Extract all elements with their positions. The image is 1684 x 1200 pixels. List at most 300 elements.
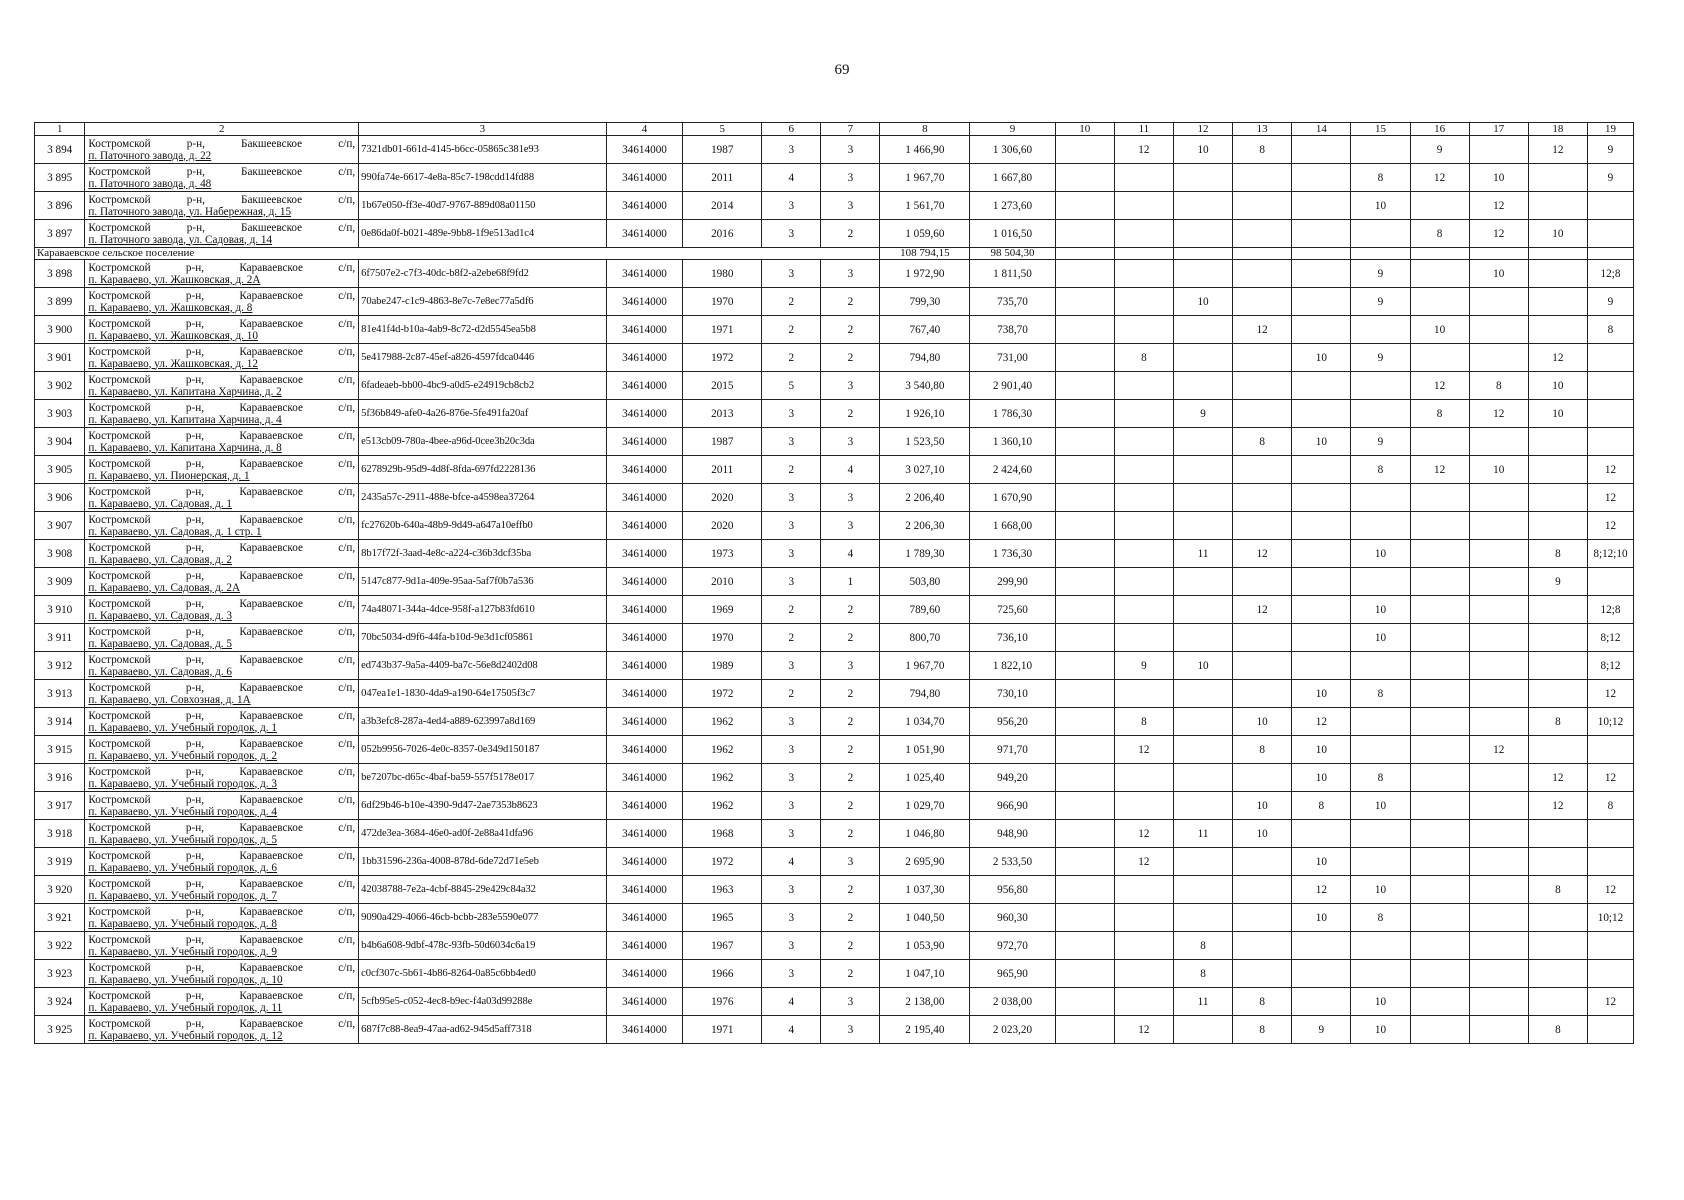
year-column-16-cell: 8 [1410, 400, 1469, 428]
year-column-10-cell [1055, 192, 1114, 220]
table-row [35, 652, 1634, 680]
year-column-13-cell: 8 [1233, 136, 1292, 164]
year-column-12-cell: 11 [1173, 540, 1232, 568]
year-column-15-cell: 10 [1351, 540, 1410, 568]
year-column-13-cell [1233, 220, 1292, 248]
year-column-13-cell: 8 [1233, 988, 1292, 1016]
address-part: Костромской [88, 373, 151, 386]
year-column-11-cell [1114, 428, 1173, 456]
year-column-11-cell [1114, 164, 1173, 192]
guid-cell: 9090a429-4066-46cb-bcbb-283e5590e077 [359, 904, 607, 932]
column-number-17: 17 [1469, 123, 1528, 136]
year-column-18-cell [1528, 484, 1587, 512]
year-column-10-cell [1055, 596, 1114, 624]
year-column-10-cell [1055, 344, 1114, 372]
table-row [35, 904, 1634, 932]
floors-cell: 2 [762, 288, 821, 316]
year-cell: 1969 [683, 596, 762, 624]
year-column-18-cell [1528, 652, 1587, 680]
entrances-cell: 2 [821, 624, 880, 652]
address-cell [85, 260, 359, 288]
address-part: Костромской [88, 933, 151, 946]
year-column-15-cell [1351, 568, 1410, 596]
address-part: Бакшеевское [241, 193, 303, 206]
guid-cell: be7207bc-d65c-4baf-ba59-557f5178e017 [359, 764, 607, 792]
living-area-cell: 956,80 [970, 876, 1055, 904]
year-column-19-cell [1587, 736, 1633, 764]
address-part: Костромской [88, 261, 151, 274]
section-total-living-area: 98 504,30 [970, 248, 1055, 260]
oktmo-cell: 34614000 [606, 680, 683, 708]
year-column-19-cell: 12 [1587, 876, 1633, 904]
address-line-1 [88, 766, 355, 778]
year-column-11-cell [1114, 932, 1173, 960]
address-part: Караваевское [239, 401, 303, 414]
section-empty-cell [1055, 248, 1114, 260]
table-row [35, 596, 1634, 624]
address-cell [85, 428, 359, 456]
year-column-10-cell [1055, 848, 1114, 876]
total-area-cell: 1 926,10 [880, 400, 970, 428]
address-part: р-н, [185, 401, 205, 414]
guid-cell: 70abe247-c1c9-4863-8e7c-7e8ec77a5df6 [359, 288, 607, 316]
year-column-10-cell [1055, 136, 1114, 164]
year-column-11-cell [1114, 220, 1173, 248]
table-row [35, 316, 1634, 344]
year-column-17-cell: 12 [1469, 220, 1528, 248]
oktmo-cell: 34614000 [606, 260, 683, 288]
living-area-cell: 971,70 [970, 736, 1055, 764]
address-part: Костромской [88, 961, 151, 974]
year-column-10-cell [1055, 260, 1114, 288]
living-area-cell: 949,20 [970, 764, 1055, 792]
address-line-1 [88, 962, 355, 974]
year-column-11-cell [1114, 456, 1173, 484]
year-cell: 1966 [683, 960, 762, 988]
total-area-cell: 2 206,40 [880, 484, 970, 512]
year-column-15-cell: 9 [1351, 260, 1410, 288]
address-part: Костромской [88, 485, 151, 498]
address-part: Костромской [88, 821, 151, 834]
total-area-cell: 1 053,90 [880, 932, 970, 960]
year-column-13-cell [1233, 456, 1292, 484]
total-area-cell: 1 029,70 [880, 792, 970, 820]
row-number: 3 896 [35, 192, 85, 220]
year-column-16-cell: 12 [1410, 372, 1469, 400]
year-column-18-cell [1528, 316, 1587, 344]
year-column-16-cell [1410, 1016, 1469, 1044]
address-line-2: п. Паточного завода, д. 48 [88, 177, 212, 190]
year-column-19-cell [1587, 192, 1633, 220]
year-column-18-cell [1528, 904, 1587, 932]
table-row [35, 848, 1634, 876]
section-empty-cell [1233, 248, 1292, 260]
year-column-10-cell [1055, 288, 1114, 316]
year-column-19-cell [1587, 344, 1633, 372]
year-column-16-cell [1410, 540, 1469, 568]
address-cell [85, 652, 359, 680]
year-column-11-cell [1114, 540, 1173, 568]
total-area-cell: 503,80 [880, 568, 970, 596]
address-part: с/п, [338, 261, 356, 274]
year-column-17-cell [1469, 512, 1528, 540]
address-part: Костромской [88, 1017, 151, 1030]
address-line-1 [88, 682, 355, 694]
year-column-15-cell [1351, 708, 1410, 736]
entrances-cell: 2 [821, 792, 880, 820]
year-column-14-cell [1292, 288, 1351, 316]
address-line-2: п. Караваево, ул. Учебный городок, д. 6 [88, 861, 277, 874]
year-cell: 1972 [683, 344, 762, 372]
year-column-17-cell [1469, 136, 1528, 164]
year-column-18-cell [1528, 456, 1587, 484]
row-number: 3 922 [35, 932, 85, 960]
section-empty-cell [1292, 248, 1351, 260]
row-number: 3 905 [35, 456, 85, 484]
address-part: р-н, [185, 345, 205, 358]
guid-cell: ed743b37-9a5a-4409-ba7c-56e8d2402d08 [359, 652, 607, 680]
table-row [35, 512, 1634, 540]
address-line-2: п. Караваево, ул. Садовая, д. 3 [88, 609, 232, 622]
address-line-1 [88, 318, 355, 330]
year-column-18-cell [1528, 820, 1587, 848]
year-column-19-cell: 12 [1587, 988, 1633, 1016]
year-column-17-cell [1469, 344, 1528, 372]
year-column-18-cell: 10 [1528, 372, 1587, 400]
address-part: Караваевское [239, 709, 303, 722]
year-column-14-cell [1292, 372, 1351, 400]
guid-cell: 990fa74e-6617-4e8a-85c7-198cdd14fd88 [359, 164, 607, 192]
year-column-13-cell: 10 [1233, 820, 1292, 848]
living-area-cell: 960,30 [970, 904, 1055, 932]
guid-cell: 6f7507e2-c7f3-40dc-b8f2-a2ebe68f9fd2 [359, 260, 607, 288]
year-column-13-cell [1233, 484, 1292, 512]
address-part: Караваевское [239, 793, 303, 806]
entrances-cell: 2 [821, 932, 880, 960]
year-column-17-cell: 12 [1469, 400, 1528, 428]
address-part: р-н, [185, 457, 205, 470]
year-column-18-cell [1528, 596, 1587, 624]
entrances-cell: 2 [821, 708, 880, 736]
address-line-1 [88, 794, 355, 806]
year-column-12-cell [1173, 708, 1232, 736]
year-column-10-cell [1055, 540, 1114, 568]
year-cell: 1963 [683, 876, 762, 904]
floors-cell: 3 [762, 512, 821, 540]
year-column-15-cell: 10 [1351, 596, 1410, 624]
year-column-19-cell [1587, 932, 1633, 960]
year-column-17-cell: 10 [1469, 456, 1528, 484]
year-column-11-cell [1114, 484, 1173, 512]
year-column-18-cell [1528, 932, 1587, 960]
address-part: Костромской [88, 793, 151, 806]
address-part: Караваевское [239, 485, 303, 498]
year-column-13-cell [1233, 512, 1292, 540]
entrances-cell: 3 [821, 1016, 880, 1044]
address-part: с/п, [338, 401, 356, 414]
guid-cell: 70bc5034-d9f6-44fa-b10d-9e3d1cf05861 [359, 624, 607, 652]
oktmo-cell: 34614000 [606, 512, 683, 540]
entrances-cell: 3 [821, 136, 880, 164]
year-column-14-cell [1292, 400, 1351, 428]
guid-cell: e513cb09-780a-4bee-a96d-0cee3b20c3da [359, 428, 607, 456]
address-part: Костромской [88, 221, 151, 234]
address-part: с/п, [338, 681, 356, 694]
address-line-1 [88, 990, 355, 1002]
year-column-12-cell: 10 [1173, 136, 1232, 164]
year-column-15-cell: 10 [1351, 792, 1410, 820]
table-row [35, 456, 1634, 484]
year-column-17-cell [1469, 540, 1528, 568]
guid-cell: 8b17f72f-3aad-4e8c-a224-c36b3dcf35ba [359, 540, 607, 568]
address-part: р-н, [185, 373, 205, 386]
year-column-12-cell [1173, 316, 1232, 344]
year-column-15-cell [1351, 316, 1410, 344]
year-cell: 1989 [683, 652, 762, 680]
entrances-cell: 3 [821, 260, 880, 288]
year-column-19-cell: 12 [1587, 512, 1633, 540]
floors-cell: 2 [762, 680, 821, 708]
address-line-2: п. Караваево, ул. Садовая, д. 1 стр. 1 [88, 525, 262, 538]
address-part: р-н, [185, 317, 205, 330]
address-line-2: п. Караваево, ул. Учебный городок, д. 2 [88, 749, 277, 762]
address-line-2: п. Караваево, ул. Жашковская, д. 8 [88, 301, 253, 314]
table-row [35, 428, 1634, 456]
year-column-12-cell [1173, 192, 1232, 220]
year-column-13-cell [1233, 680, 1292, 708]
address-part: с/п, [338, 193, 356, 206]
year-column-14-cell [1292, 988, 1351, 1016]
row-number: 3 899 [35, 288, 85, 316]
guid-cell: 6df29b46-b10e-4390-9d47-2ae7353b8623 [359, 792, 607, 820]
address-line-1 [88, 430, 355, 442]
floors-cell: 3 [762, 820, 821, 848]
year-column-18-cell: 8 [1528, 708, 1587, 736]
year-column-13-cell [1233, 372, 1292, 400]
year-column-19-cell: 8;12 [1587, 624, 1633, 652]
address-cell [85, 820, 359, 848]
year-column-12-cell [1173, 456, 1232, 484]
oktmo-cell: 34614000 [606, 904, 683, 932]
year-column-15-cell [1351, 136, 1410, 164]
year-cell: 2013 [683, 400, 762, 428]
year-column-16-cell [1410, 904, 1469, 932]
row-number: 3 895 [35, 164, 85, 192]
floors-cell: 2 [762, 624, 821, 652]
year-cell: 1967 [683, 932, 762, 960]
address-part: с/п, [338, 569, 356, 582]
year-column-11-cell: 12 [1114, 136, 1173, 164]
year-column-19-cell [1587, 1016, 1633, 1044]
address-part: р-н, [186, 193, 205, 206]
year-column-15-cell: 8 [1351, 164, 1410, 192]
address-line-1 [88, 514, 355, 526]
address-cell [85, 764, 359, 792]
row-number: 3 894 [35, 136, 85, 164]
address-cell [85, 736, 359, 764]
total-area-cell: 1 037,30 [880, 876, 970, 904]
year-column-15-cell: 9 [1351, 288, 1410, 316]
year-column-13-cell: 8 [1233, 1016, 1292, 1044]
section-empty-cell [1173, 248, 1232, 260]
year-column-16-cell: 9 [1410, 136, 1469, 164]
year-column-10-cell [1055, 904, 1114, 932]
row-number: 3 910 [35, 596, 85, 624]
address-cell [85, 400, 359, 428]
year-column-18-cell [1528, 512, 1587, 540]
table-row [35, 736, 1634, 764]
entrances-cell: 3 [821, 652, 880, 680]
year-column-11-cell [1114, 192, 1173, 220]
address-part: Караваевское [239, 877, 303, 890]
address-part: с/п, [338, 989, 356, 1002]
year-column-12-cell [1173, 764, 1232, 792]
year-column-17-cell [1469, 316, 1528, 344]
year-column-11-cell [1114, 568, 1173, 596]
table-row [35, 764, 1634, 792]
year-column-16-cell [1410, 932, 1469, 960]
address-line-2: п. Караваево, ул. Пионерская, д. 1 [88, 469, 250, 482]
floors-cell: 3 [762, 904, 821, 932]
address-part: Караваевское [239, 289, 303, 302]
entrances-cell: 2 [821, 400, 880, 428]
address-line-2: п. Караваево, ул. Совхозная, д. 1А [88, 693, 251, 706]
living-area-cell: 1 016,50 [970, 220, 1055, 248]
year-column-13-cell [1233, 652, 1292, 680]
entrances-cell: 2 [821, 736, 880, 764]
year-cell: 2015 [683, 372, 762, 400]
guid-cell: 6278929b-95d9-4d8f-8fda-697fd2228136 [359, 456, 607, 484]
address-cell [85, 876, 359, 904]
year-column-12-cell [1173, 512, 1232, 540]
year-column-15-cell: 10 [1351, 988, 1410, 1016]
address-part: с/п, [338, 541, 356, 554]
year-column-11-cell: 9 [1114, 652, 1173, 680]
row-number: 3 923 [35, 960, 85, 988]
total-area-cell: 3 540,80 [880, 372, 970, 400]
table-row [35, 288, 1634, 316]
floors-cell: 3 [762, 260, 821, 288]
oktmo-cell: 34614000 [606, 848, 683, 876]
address-line-2: п. Караваево, ул. Учебный городок, д. 9 [88, 945, 277, 958]
living-area-cell: 2 533,50 [970, 848, 1055, 876]
year-column-11-cell [1114, 260, 1173, 288]
year-column-14-cell [1292, 456, 1351, 484]
oktmo-cell: 34614000 [606, 136, 683, 164]
living-area-cell: 1 736,30 [970, 540, 1055, 568]
living-area-cell: 972,70 [970, 932, 1055, 960]
guid-cell: 5f36b849-afe0-4a26-876e-5fe491fa20af [359, 400, 607, 428]
address-part: с/п, [338, 485, 356, 498]
oktmo-cell: 34614000 [606, 764, 683, 792]
living-area-cell: 2 901,40 [970, 372, 1055, 400]
year-column-13-cell [1233, 288, 1292, 316]
year-column-14-cell [1292, 652, 1351, 680]
address-line-2: п. Паточного завода, ул. Садовая, д. 14 [88, 233, 273, 246]
oktmo-cell: 34614000 [606, 456, 683, 484]
address-part: с/п, [338, 653, 356, 666]
address-part: р-н, [185, 709, 205, 722]
total-area-cell: 2 206,30 [880, 512, 970, 540]
year-column-14-cell [1292, 192, 1351, 220]
year-column-13-cell: 8 [1233, 736, 1292, 764]
address-line-2: п. Караваево, ул. Садовая, д. 1 [88, 497, 232, 510]
year-column-12-cell: 10 [1173, 652, 1232, 680]
address-part: с/п, [338, 961, 356, 974]
address-line-2: п. Караваево, ул. Капитана Харчина, д. 4 [88, 413, 282, 426]
guid-cell: 7321db01-661d-4145-b6cc-05865c381e93 [359, 136, 607, 164]
year-column-19-cell: 12 [1587, 456, 1633, 484]
floors-cell: 4 [762, 988, 821, 1016]
year-column-19-cell: 12 [1587, 484, 1633, 512]
year-column-12-cell [1173, 1016, 1232, 1044]
entrances-cell: 1 [821, 568, 880, 596]
total-area-cell: 1 025,40 [880, 764, 970, 792]
living-area-cell: 1 306,60 [970, 136, 1055, 164]
entrances-cell: 2 [821, 220, 880, 248]
year-column-16-cell [1410, 764, 1469, 792]
year-column-11-cell [1114, 680, 1173, 708]
year-cell: 1976 [683, 988, 762, 1016]
year-column-11-cell: 12 [1114, 820, 1173, 848]
year-column-15-cell [1351, 960, 1410, 988]
year-column-11-cell: 12 [1114, 848, 1173, 876]
floors-cell: 3 [762, 136, 821, 164]
address-line-1 [88, 654, 355, 666]
guid-cell: 1bb31596-236a-4008-878d-6de72d71e5eb [359, 848, 607, 876]
year-column-17-cell [1469, 764, 1528, 792]
year-column-16-cell [1410, 512, 1469, 540]
entrances-cell: 2 [821, 960, 880, 988]
address-part: Караваевское [239, 541, 303, 554]
year-column-10-cell [1055, 164, 1114, 192]
year-column-11-cell [1114, 512, 1173, 540]
guid-cell: a3b3efc8-287a-4ed4-a889-623997a8d169 [359, 708, 607, 736]
address-cell [85, 624, 359, 652]
year-column-18-cell: 9 [1528, 568, 1587, 596]
year-column-14-cell [1292, 136, 1351, 164]
address-line-1 [88, 822, 355, 834]
year-column-12-cell [1173, 164, 1232, 192]
guid-cell: 5e417988-2c87-45ef-a826-4597fdca0446 [359, 344, 607, 372]
oktmo-cell: 34614000 [606, 428, 683, 456]
year-cell: 1965 [683, 904, 762, 932]
year-column-19-cell [1587, 568, 1633, 596]
living-area-cell: 965,90 [970, 960, 1055, 988]
year-column-19-cell [1587, 220, 1633, 248]
year-column-14-cell [1292, 568, 1351, 596]
oktmo-cell: 34614000 [606, 624, 683, 652]
year-column-18-cell [1528, 988, 1587, 1016]
oktmo-cell: 34614000 [606, 988, 683, 1016]
year-column-14-cell [1292, 220, 1351, 248]
floors-cell: 2 [762, 344, 821, 372]
address-line-1 [88, 262, 355, 274]
address-line-1 [88, 710, 355, 722]
floors-cell: 5 [762, 372, 821, 400]
row-number: 3 900 [35, 316, 85, 344]
total-area-cell: 1 059,60 [880, 220, 970, 248]
year-column-13-cell: 10 [1233, 792, 1292, 820]
address-line-2: п. Караваево, ул. Садовая, д. 2 [88, 553, 232, 566]
year-column-17-cell: 12 [1469, 736, 1528, 764]
guid-cell: 052b9956-7026-4e0c-8357-0e349d150187 [359, 736, 607, 764]
address-part: р-н, [185, 681, 205, 694]
oktmo-cell: 34614000 [606, 652, 683, 680]
year-column-11-cell [1114, 400, 1173, 428]
year-column-13-cell: 8 [1233, 428, 1292, 456]
entrances-cell: 2 [821, 680, 880, 708]
